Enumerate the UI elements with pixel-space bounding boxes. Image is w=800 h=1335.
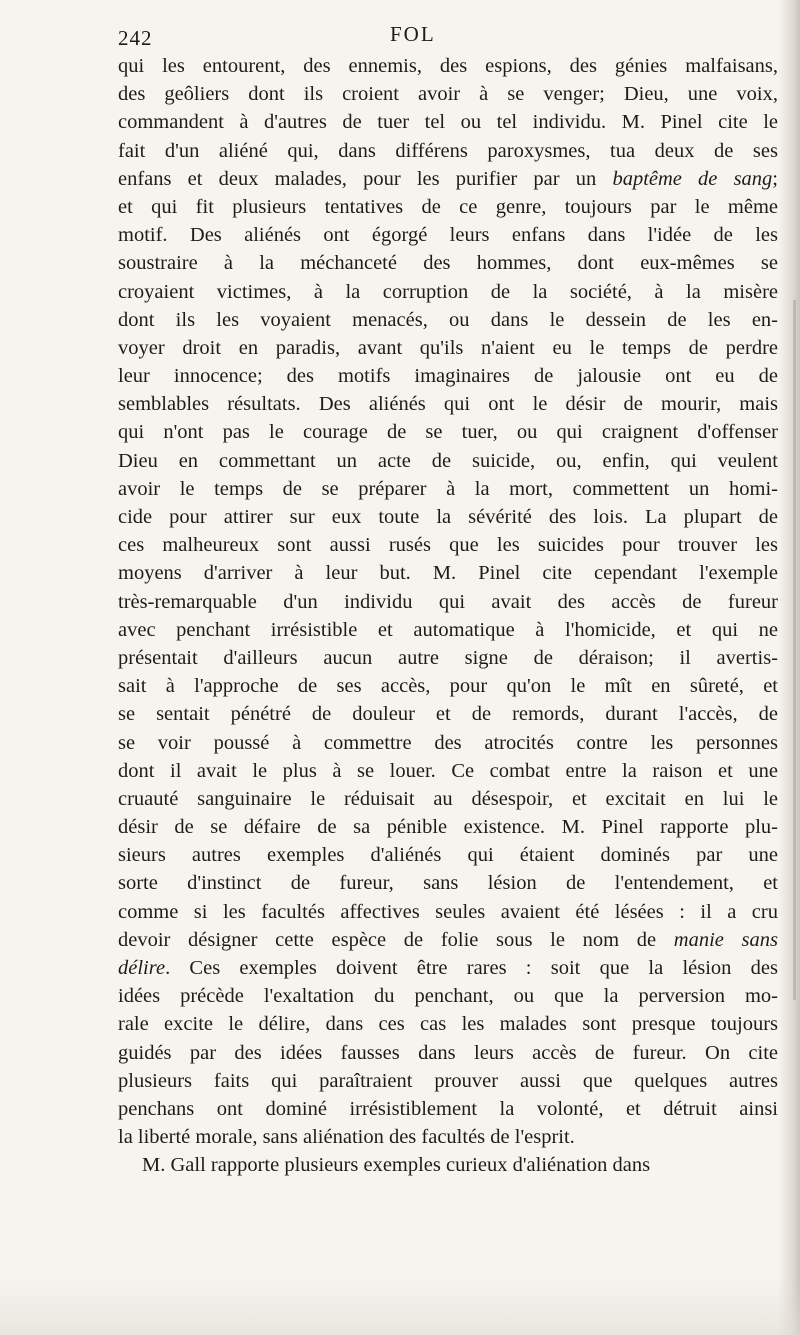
text-line: ces malheureux sont aussi rusés que les suicides pour trouver les: [118, 534, 778, 557]
text-line: la liberté morale, sans aliénation des facultés de l'esprit.: [118, 1126, 575, 1149]
text-line: sorte d'instinct de fureur, sans lésion de l'entendement, et: [118, 872, 778, 895]
text-line: se sentait pénétré de douleur et de remords, durant l'accès, de: [118, 703, 778, 726]
text-line: commandent à d'autres de tuer tel ou tel individu. M. Pinel cite le: [118, 111, 778, 134]
text-line: semblables résultats. Des aliénés qui ont le désir de mourir, mais: [118, 393, 778, 416]
text-line-italic-bapteme: enfans et deux malades, pour les purifier par un baptême de sang;: [118, 167, 778, 190]
text-line: sait à l'approche de ses accès, pour qu'on le mît en sûreté, et: [118, 675, 778, 698]
text-line: guidés par des idées fausses dans leurs accès de fureur. On cite: [118, 1041, 778, 1064]
running-head: FOL: [390, 22, 436, 46]
text-line-italic-delire: délire. Ces exemples doivent être rares : soit que la lésion des: [118, 957, 778, 979]
text-line: fait d'un aliéné qui, dans différens paroxysmes, tua deux de ses: [118, 139, 778, 162]
text-line: M. Gall rapporte plusieurs exemples curieux d'aliénation dans: [142, 1154, 651, 1177]
text-line: penchans ont dominé irrésistiblement la volonté, et détruit ainsi: [118, 1097, 778, 1120]
text-line: cide pour attirer sur eux toute la sévérité des lois. La plupart de: [118, 506, 778, 528]
text-line: avoir le temps de se préparer à la mort, commettent un homi-: [118, 477, 778, 500]
text-line: moyens d'arriver à leur but. M. Pinel cite cependant l'exemple: [118, 562, 778, 585]
text-line: plusieurs faits qui paraîtraient prouver aussi que quelques autres: [118, 1069, 778, 1092]
text-line: rale excite le délire, dans ces cas les malades sont presque toujours: [118, 1013, 778, 1036]
text-line: se voir poussé à commettre des atrocités contre les personnes: [118, 731, 778, 754]
text-line: soustraire à la méchanceté des hommes, dont eux-mêmes se: [118, 252, 778, 275]
text-line: Dieu en commettant un acte de suicide, ou, enfin, qui veulent: [118, 449, 778, 472]
text-line: des geôliers dont ils croient avoir à se venger; Dieu, une voix,: [118, 83, 778, 106]
text-line: qui les entourent, des ennemis, des espions, des génies malfaisans,: [118, 55, 778, 77]
italic-phrase: baptême de sang: [612, 167, 773, 190]
text-line: voyer droit en paradis, avant qu'ils n'aient eu le temps de perdre: [118, 336, 778, 359]
italic-phrase: manie sans: [673, 928, 779, 951]
page-edge-mark: [793, 300, 796, 1000]
page-header: [118, 22, 778, 56]
italic-phrase: délire: [118, 957, 166, 979]
text-line: et qui fit plusieurs tentatives de ce genre, toujours par le même: [118, 195, 778, 218]
text-line: motif. Des aliénés ont égorgé leurs enfans dans l'idée de les: [118, 224, 778, 247]
page-bottom-shade: [0, 1275, 800, 1335]
text-line: désir de se défaire de sa pénible existence. M. Pinel rapporte plu-: [118, 816, 778, 839]
text-line: sieurs autres exemples d'aliénés qui étaient dominés par une: [118, 844, 778, 867]
text-line: dont il avait le plus à se louer. Ce combat entre la raison et une: [118, 759, 778, 782]
text-line: très-remarquable d'un individu qui avait des accès de fureur: [118, 590, 778, 613]
text-line: cruauté sanguinaire le réduisait au désespoir, et excitait en lui le: [118, 787, 778, 810]
text-line-italic-manie: devoir désigner cette espèce de folie sous le nom de manie sans: [118, 928, 779, 951]
text-line: qui n'ont pas le courage de se tuer, ou qui craignent d'offenser: [118, 421, 778, 444]
text-line: dont ils les voyaient menacés, ou dans le dessein de les en-: [118, 308, 778, 331]
text-line: leur innocence; des motifs imaginaires de jalousie ont eu de: [118, 365, 778, 388]
text-line: croyaient victimes, à la corruption de la société, à la misère: [118, 280, 778, 303]
page-number: 242: [118, 26, 153, 50]
text-line: comme si les facultés affectives seules avaient été lésées : il a cru: [118, 900, 778, 923]
text-line: présentait d'ailleurs aucun autre signe de déraison; il avertis-: [118, 646, 778, 669]
body-text: [118, 52, 778, 1180]
page-edge-shadow: [778, 0, 800, 1335]
text-line: avec penchant irrésistible et automatique à l'homicide, et qui ne: [118, 618, 778, 641]
text-line: idées précède l'exaltation du penchant, ou que la perversion mo-: [118, 985, 778, 1008]
